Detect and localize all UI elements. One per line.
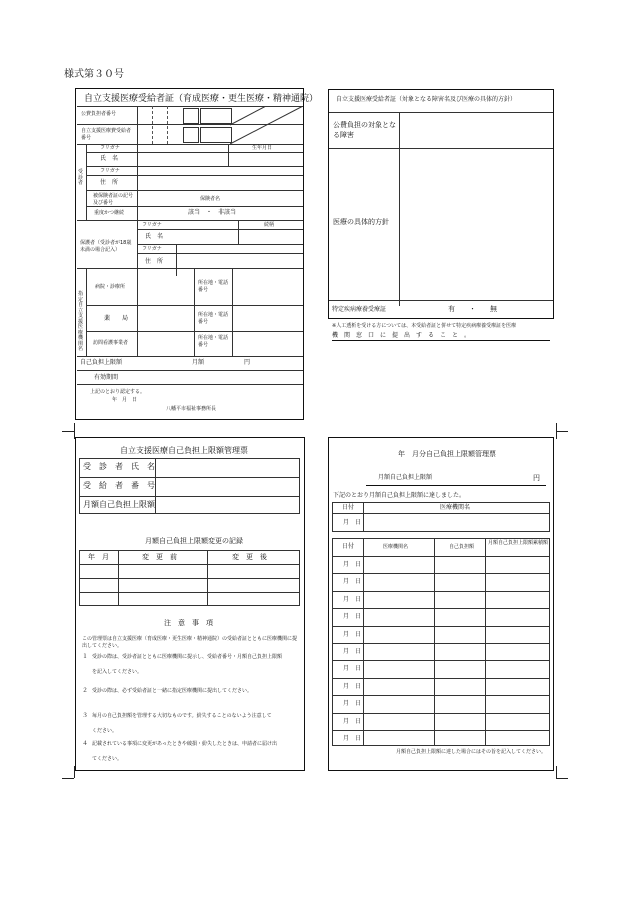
public-payer-number-label: 公費負担者番号	[81, 111, 117, 117]
note-4-line-1: 記載されている事項に変更があったときや破損・紛失したときは、申請者に届け出	[92, 741, 277, 747]
table-row-date: 月 日	[343, 561, 362, 568]
form-number: 様式第３０号	[64, 69, 124, 80]
yen-label: 円	[244, 359, 251, 366]
notes-title: 注 意 事 項	[164, 619, 213, 627]
note-1-number: １	[82, 653, 89, 660]
crop-mark	[62, 431, 74, 432]
table-row-divider	[332, 695, 550, 696]
note-2-line-1: 受診の際は、必ず受給者証と一緒に指定医療機関に提出してください。	[92, 688, 253, 694]
footer-note: 月額自己負担上限額に達した場合にはその旨を記入してください。	[396, 749, 547, 755]
col-date-label-2: 日付	[342, 504, 355, 511]
nursing-location-label: 所在地・電話番号	[198, 335, 229, 348]
guardian-furigana: フリガナ	[142, 222, 162, 228]
yes-no-options: 有 ・ 無	[448, 305, 497, 313]
table-row-divider	[332, 643, 550, 644]
col-after-label: 変 更 後	[232, 553, 267, 561]
col-before-label: 変 更 前	[142, 553, 177, 561]
guardian-address: 住 所	[145, 258, 164, 265]
monthly-sheet-title: 年 月分自己負担上限額管理票	[398, 450, 496, 458]
table-row-date: 月 日	[343, 613, 362, 621]
note-3-line-2: ください。	[92, 728, 118, 734]
monthly-yen-label: 円	[533, 474, 540, 482]
table-row-date: 月 日	[343, 578, 362, 586]
table-row-divider	[332, 678, 550, 679]
furigana-label: フリガナ	[100, 145, 120, 151]
limit-sheet-title: 自立支援医療自己負担上限額管理票	[120, 446, 248, 455]
diagonal-mark	[230, 106, 303, 144]
institution-section-label: 指定自立支援医療機関名	[78, 291, 84, 352]
disability-label: 公費負担の対象となる障害	[333, 121, 396, 139]
monthly-limit-label: 自己負担上限額	[80, 359, 123, 366]
table-row-date: 月 日	[343, 735, 362, 742]
table-row-divider	[332, 573, 550, 574]
pharmacy-location-label: 所在地・電話番号	[198, 312, 229, 325]
treatment-plan-label: 医療の具体的方針	[333, 218, 389, 226]
issue-date: 年 月 日	[112, 397, 138, 403]
table-row-date: 月 日	[343, 700, 362, 708]
insured-card-label: 被保険者証の記号及び番号	[93, 193, 134, 206]
pharmacy-label: 薬 局	[104, 315, 129, 322]
note-4-line-2: てください。	[92, 756, 123, 762]
relationship-label: 続柄	[264, 222, 275, 228]
address-label: 住 所	[100, 179, 119, 186]
table-row-divider	[332, 713, 550, 714]
col-cumulative-label: 月額自己負担上限額累積額	[488, 540, 549, 546]
table-row-divider	[332, 730, 550, 731]
note-3-number: ３	[82, 712, 89, 719]
crop-mark	[556, 423, 557, 439]
table-row-date: 月 日	[343, 682, 362, 690]
severe-continuous-label: 重度かつ継続	[94, 210, 125, 216]
applicable-options: 該当 ・ 非該当	[188, 209, 237, 216]
hospital-label: 病院・診療所	[95, 284, 126, 290]
guardian-label: 保護者（受診者が18歳未満の場合記入）	[80, 240, 132, 253]
note-1-line-2: を記入してください。	[92, 669, 143, 675]
table-row-divider	[332, 608, 550, 609]
recipient-number-label-2: 受 給 者 番 号	[83, 481, 155, 490]
recipient-number-label: 自立支援医療費受給者番号	[81, 128, 132, 141]
reached-text: 下記のとおり月額自己負担上限額に達しました。	[333, 492, 466, 499]
hospital-location-label: 所在地・電話番号	[198, 280, 229, 293]
note-3-line-1: 毎月の自己負担額を管理する大切なものです。紛失することのないよう注意して	[92, 713, 272, 719]
insurer-name-label: 保険者名	[200, 196, 221, 202]
crop-mark	[556, 778, 568, 779]
guardian-name: 氏 名	[145, 233, 164, 240]
note-1-line-1: 受診の際は、受診者証とともに医療機関に提示し、受給者番号・月額自己負担上限額	[92, 654, 283, 660]
table-row-date: 月 日	[343, 595, 362, 603]
note-line-1: ※人工透析を受ける方については、本受給者証と併せて特定疾病療養受療証を医療	[332, 323, 517, 329]
validity-label: 有効期間	[94, 374, 119, 381]
note-line-2: 機 関 窓 口 に 提 出 す る こ と 。	[332, 332, 471, 339]
col-date-label: 年 月	[88, 553, 109, 561]
guardian-furigana-2: フリガナ	[142, 246, 162, 252]
crop-mark	[62, 778, 74, 779]
table-row-divider	[332, 591, 550, 592]
recipient-name-label: 受 診 者 氏 名	[83, 462, 155, 471]
name-label: 氏 名	[100, 155, 119, 162]
disease-card-title: 自立支援医療受給者証（対象となる障害名及び医療の具体的方針）	[336, 96, 517, 103]
col-institution2-label: 医療機関名	[383, 544, 409, 550]
first-row-date: 月 日	[343, 519, 362, 526]
monthly-label: 月額	[192, 359, 205, 366]
note-4-number: ４	[82, 740, 89, 747]
table-row-date: 月 日	[343, 717, 362, 725]
furigana-label-2: フリガナ	[100, 168, 120, 174]
notes-intro: この管理票は自立支援医療（育成医療・更生医療・精神通院）の受給者証とともに医療機関に提出してください。	[82, 636, 298, 649]
issue-label: 上記のとおり認定する。	[90, 389, 146, 395]
note-2-number: ２	[82, 687, 89, 694]
col-date2-label: 日付	[342, 543, 355, 550]
specified-disease-label: 特定疾病療養受療証	[332, 306, 387, 313]
home-nursing-label: 訪問看護事業者	[93, 340, 129, 346]
certificate-title: 自立支援医療受給者証（育成医療・更生医療・精神通院）	[84, 94, 319, 104]
monthly-limit-label-3: 月額自己負担上限額	[378, 474, 433, 481]
recipient-section-label: 受診者	[78, 169, 84, 186]
table-row-date: 月 日	[343, 648, 362, 655]
col-cost-label: 自己負担額	[449, 544, 475, 550]
issuer-label: 八幡平市福祉事務所長	[166, 406, 217, 412]
crop-mark	[556, 766, 557, 778]
col-institution-label: 医療機関名	[440, 504, 471, 511]
table-row-date: 月 日	[343, 630, 362, 638]
table-row-divider	[332, 556, 550, 557]
monthly-limit-label-2: 月額自己負担上限額	[83, 500, 155, 509]
table-row-divider	[332, 660, 550, 661]
change-record-title: 月額自己負担上限額変更の記録	[145, 537, 243, 545]
birthdate-label: 生年月日	[252, 145, 273, 151]
table-row-date: 月 日	[343, 665, 362, 673]
crop-mark	[556, 431, 568, 432]
table-row-divider	[332, 626, 550, 627]
